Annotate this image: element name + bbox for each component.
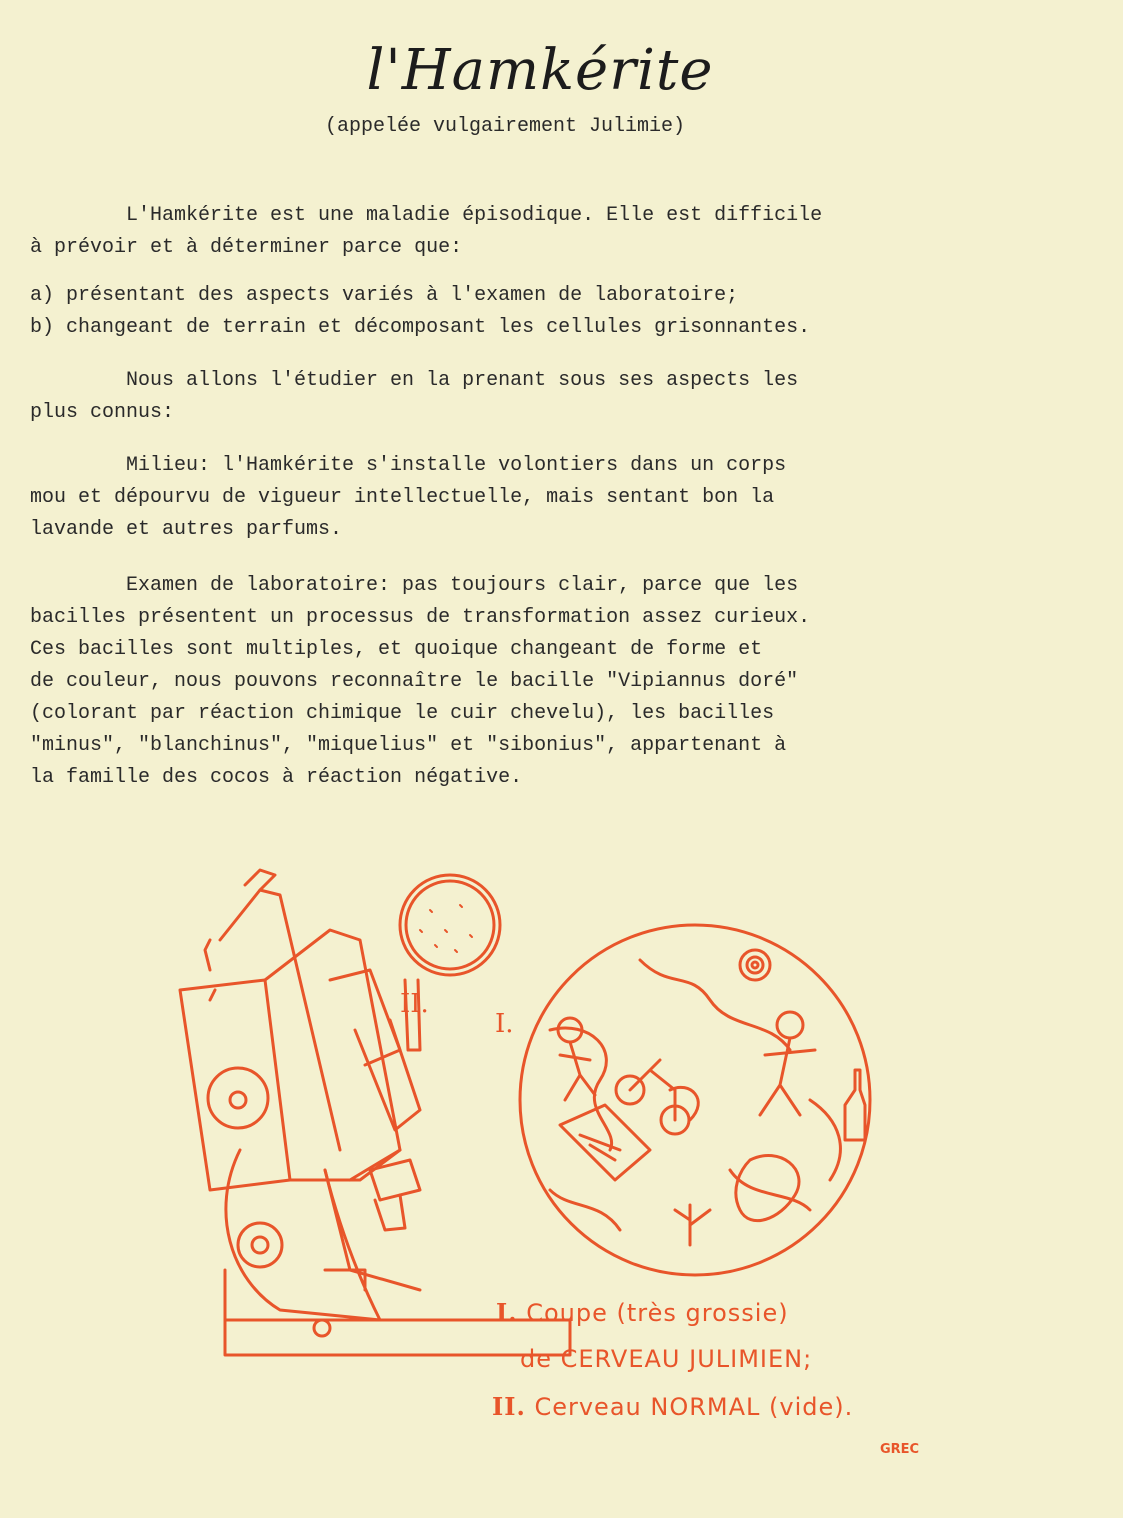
microscope-drawing <box>180 870 570 1355</box>
caption-roman-two: II. <box>492 1392 526 1421</box>
label-roman-two: II. <box>400 989 429 1019</box>
caption-line-one <box>496 1298 789 1327</box>
caption-line-two: de CERVEAU JULIMIEN; <box>520 1345 813 1373</box>
julimien-brain-drawing <box>520 925 870 1275</box>
artist-signature: GREC <box>880 1442 920 1457</box>
caption-text-one: Coupe (très grossie) <box>526 1299 789 1327</box>
caption-roman-one: I. <box>496 1298 518 1327</box>
paragraph-reasons: a) présentant des aspects variés à l'examen de laboratoire; b) changeant de terrain et décomposant les cellules grisonnantes. <box>30 284 811 339</box>
paragraph-approach: Nous allons l'étudier en la prenant sous ses aspects les plus connus: <box>30 369 799 424</box>
caption-text-three: Cerveau NORMAL (vide). <box>534 1393 854 1421</box>
caption-line-three <box>492 1392 853 1421</box>
paragraph-laboratoire: Examen de laboratoire: pas toujours clair, parce que les bacilles présentent un processus de transformation assez curieux. Ces bacilles sont multiples, et quoique changeant de forme et de couleur, nous pouvons reconnaître le bacille "Vipiannus doré" (colorant par réaction chimique le cuir chevelu), les bacilles "minus", "blanchinus", "miquelius" et "sibonius", appartenant à la famille des cocos à réaction négative. <box>30 574 811 789</box>
page-subtitle: (appelée vulgairement Julimie) <box>324 115 686 138</box>
paragraph-milieu: Milieu: l'Hamkérite s'installe volontiers dans un corps mou et dépourvu de vigueur intellectuelle, mais sentant bon la lavande et autres parfums. <box>30 454 787 541</box>
paragraph-intro: L'Hamkérite est une maladie épisodique. Elle est difficile à prévoir et à déterminer parce que: <box>30 204 823 259</box>
label-roman-one: I. <box>495 1009 514 1039</box>
page-title: l'Hamkérite <box>366 38 714 103</box>
normal-brain-drawing <box>400 875 500 975</box>
